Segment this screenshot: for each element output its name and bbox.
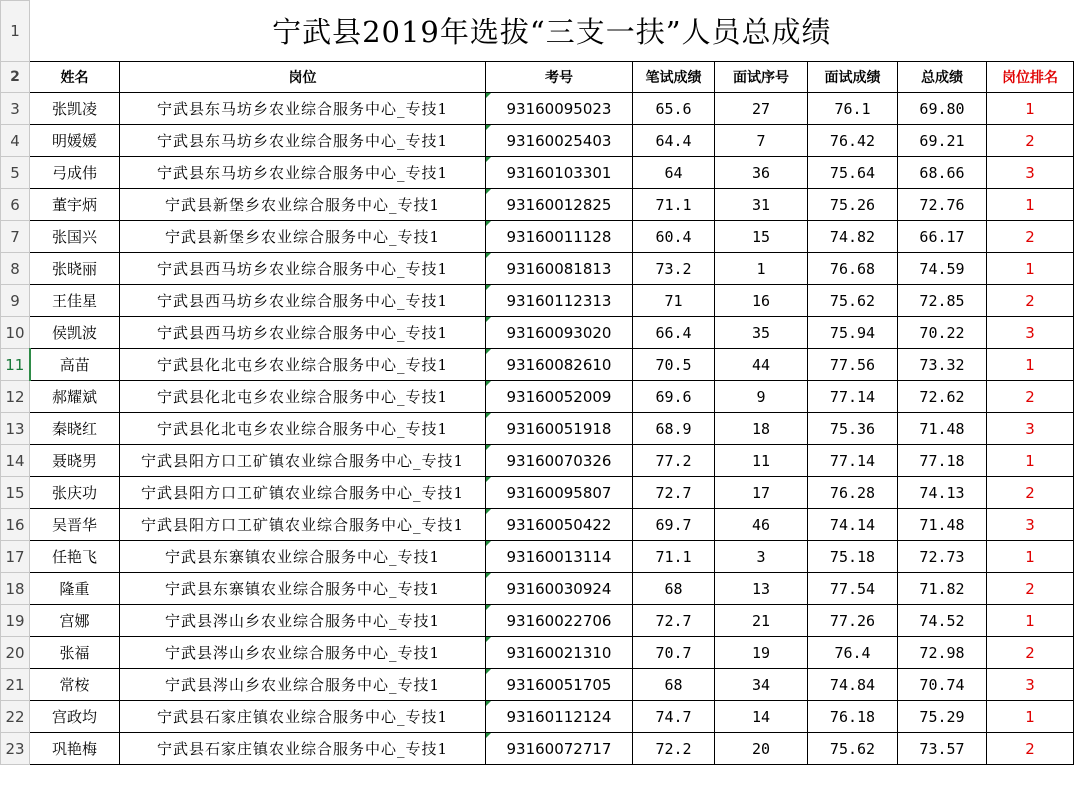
- cell-post[interactable]: 宁武县涔山乡农业综合服务中心_专技1: [120, 605, 486, 637]
- cell-interview-score[interactable]: 77.14: [808, 445, 898, 477]
- cell-post-rank[interactable]: 3: [987, 413, 1074, 445]
- cell-name[interactable]: 宫娜: [30, 605, 120, 637]
- row-number[interactable]: 8: [1, 253, 30, 285]
- cell-total-score[interactable]: 72.85: [898, 285, 987, 317]
- cell-post-rank[interactable]: 1: [987, 253, 1074, 285]
- cell-post[interactable]: 宁武县阳方口工矿镇农业综合服务中心_专技1: [120, 477, 486, 509]
- cell-name[interactable]: 张福: [30, 637, 120, 669]
- table-row: [1, 381, 1074, 413]
- cell-interview-order[interactable]: 11: [715, 445, 808, 477]
- cell-written-score[interactable]: 69.7: [633, 509, 715, 541]
- cell-name[interactable]: 巩艳梅: [30, 733, 120, 765]
- cell-written-score[interactable]: 65.6: [633, 93, 715, 125]
- row-number[interactable]: 22: [1, 701, 30, 733]
- cell-name[interactable]: 董宇炳: [30, 189, 120, 221]
- table-row: [1, 125, 1074, 157]
- cell-post[interactable]: 宁武县石家庄镇农业综合服务中心_专技1: [120, 701, 486, 733]
- table-row: [1, 349, 1074, 381]
- cell-post[interactable]: 宁武县阳方口工矿镇农业综合服务中心_专技1: [120, 445, 486, 477]
- cell-post[interactable]: 宁武县西马坊乡农业综合服务中心_专技1: [120, 253, 486, 285]
- cell-interview-score[interactable]: 76.28: [808, 477, 898, 509]
- cell-interview-score[interactable]: 76.68: [808, 253, 898, 285]
- header-post[interactable]: 岗位: [120, 62, 486, 93]
- header-written-score[interactable]: 笔试成绩: [633, 62, 715, 93]
- cell-exam-id[interactable]: 93160052009: [486, 381, 633, 413]
- cell-total-score[interactable]: 72.98: [898, 637, 987, 669]
- row-number[interactable]: 5: [1, 157, 30, 189]
- cell-written-score[interactable]: 72.7: [633, 605, 715, 637]
- row-number[interactable]: 1: [1, 1, 30, 62]
- cell-post[interactable]: 宁武县化北屯乡农业综合服务中心_专技1: [120, 349, 486, 381]
- cell-interview-order[interactable]: 31: [715, 189, 808, 221]
- cell-interview-score[interactable]: 77.54: [808, 573, 898, 605]
- cell-post[interactable]: 宁武县东马坊乡农业综合服务中心_专技1: [120, 157, 486, 189]
- cell-interview-order[interactable]: 13: [715, 573, 808, 605]
- cell-total-score[interactable]: 71.48: [898, 413, 987, 445]
- header-interview-order[interactable]: 面试序号: [715, 62, 808, 93]
- cell-exam-id[interactable]: 93160013114: [486, 541, 633, 573]
- cell-post-rank[interactable]: 1: [987, 349, 1074, 381]
- cell-post-rank[interactable]: 3: [987, 509, 1074, 541]
- cell-interview-order[interactable]: 35: [715, 317, 808, 349]
- cell-interview-score[interactable]: 75.94: [808, 317, 898, 349]
- cell-written-score[interactable]: 64.4: [633, 125, 715, 157]
- cell-post-rank[interactable]: 1: [987, 189, 1074, 221]
- cell-written-score[interactable]: 70.7: [633, 637, 715, 669]
- cell-written-score[interactable]: 68.9: [633, 413, 715, 445]
- cell-post-rank[interactable]: 2: [987, 637, 1074, 669]
- table-row: [1, 157, 1074, 189]
- cell-post[interactable]: 宁武县涔山乡农业综合服务中心_专技1: [120, 637, 486, 669]
- cell-name[interactable]: 任艳飞: [30, 541, 120, 573]
- table-row: [1, 253, 1074, 285]
- cell-interview-score[interactable]: 75.62: [808, 285, 898, 317]
- cell-exam-id[interactable]: 93160072717: [486, 733, 633, 765]
- row-number[interactable]: 19: [1, 605, 30, 637]
- cell-post[interactable]: 宁武县新堡乡农业综合服务中心_专技1: [120, 221, 486, 253]
- cell-written-score[interactable]: 71.1: [633, 189, 715, 221]
- cell-interview-score[interactable]: 75.62: [808, 733, 898, 765]
- cell-name[interactable]: 侯凯波: [30, 317, 120, 349]
- cell-exam-id[interactable]: 93160070326: [486, 445, 633, 477]
- title-row: [1, 1, 1074, 62]
- cell-exam-id[interactable]: 93160081813: [486, 253, 633, 285]
- cell-interview-order[interactable]: 19: [715, 637, 808, 669]
- cell-post-rank[interactable]: 3: [987, 317, 1074, 349]
- row-number[interactable]: 14: [1, 445, 30, 477]
- cell-total-score[interactable]: 72.76: [898, 189, 987, 221]
- cell-total-score[interactable]: 75.29: [898, 701, 987, 733]
- cell-interview-order[interactable]: 7: [715, 125, 808, 157]
- cell-interview-score[interactable]: 74.84: [808, 669, 898, 701]
- cell-written-score[interactable]: 72.2: [633, 733, 715, 765]
- cell-exam-id[interactable]: 93160051705: [486, 669, 633, 701]
- header-row: [1, 62, 1074, 93]
- cell-written-score[interactable]: 69.6: [633, 381, 715, 413]
- table-row: [1, 413, 1074, 445]
- cell-total-score[interactable]: 72.73: [898, 541, 987, 573]
- cell-written-score[interactable]: 73.2: [633, 253, 715, 285]
- row-number[interactable]: 12: [1, 381, 30, 413]
- cell-exam-id[interactable]: 93160112124: [486, 701, 633, 733]
- cell-name[interactable]: 张庆功: [30, 477, 120, 509]
- cell-exam-id[interactable]: 93160095807: [486, 477, 633, 509]
- cell-interview-order[interactable]: 15: [715, 221, 808, 253]
- cell-total-score[interactable]: 74.59: [898, 253, 987, 285]
- cell-name[interactable]: 宫政均: [30, 701, 120, 733]
- table-row: [1, 669, 1074, 701]
- cell-interview-score[interactable]: 76.1: [808, 93, 898, 125]
- cell-interview-score[interactable]: 77.56: [808, 349, 898, 381]
- table-row: [1, 541, 1074, 573]
- cell-written-score[interactable]: 71.1: [633, 541, 715, 573]
- cell-interview-score[interactable]: 75.64: [808, 157, 898, 189]
- table-row: [1, 605, 1074, 637]
- cell-name[interactable]: 张国兴: [30, 221, 120, 253]
- row-number[interactable]: 18: [1, 573, 30, 605]
- cell-interview-order[interactable]: 21: [715, 605, 808, 637]
- header-exam-id[interactable]: 考号: [486, 62, 633, 93]
- cell-name[interactable]: 明媛媛: [30, 125, 120, 157]
- cell-interview-order[interactable]: 36: [715, 157, 808, 189]
- cell-interview-order[interactable]: 44: [715, 349, 808, 381]
- cell-post-rank[interactable]: 2: [987, 221, 1074, 253]
- cell-interview-order[interactable]: 14: [715, 701, 808, 733]
- cell-interview-score[interactable]: 77.14: [808, 381, 898, 413]
- cell-interview-order[interactable]: 46: [715, 509, 808, 541]
- cell-post[interactable]: 宁武县化北屯乡农业综合服务中心_专技1: [120, 381, 486, 413]
- cell-exam-id[interactable]: 93160025403: [486, 125, 633, 157]
- cell-name[interactable]: 隆重: [30, 573, 120, 605]
- cell-exam-id[interactable]: 93160022706: [486, 605, 633, 637]
- cell-total-score[interactable]: 69.80: [898, 93, 987, 125]
- header-name[interactable]: 姓名: [30, 62, 120, 93]
- sheet-title[interactable]: 宁武县2019年选拔“三支一扶”人员总成绩: [30, 1, 1074, 62]
- row-number[interactable]: 13: [1, 413, 30, 445]
- row-number[interactable]: 20: [1, 637, 30, 669]
- row-number[interactable]: 10: [1, 317, 30, 349]
- cell-post-rank[interactable]: 2: [987, 381, 1074, 413]
- cell-post[interactable]: 宁武县阳方口工矿镇农业综合服务中心_专技1: [120, 509, 486, 541]
- cell-post-rank[interactable]: 2: [987, 477, 1074, 509]
- table-row: [1, 93, 1074, 125]
- cell-exam-id[interactable]: 93160051918: [486, 413, 633, 445]
- cell-post-rank[interactable]: 2: [987, 733, 1074, 765]
- cell-post[interactable]: 宁武县东马坊乡农业综合服务中心_专技1: [120, 93, 486, 125]
- cell-interview-order[interactable]: 3: [715, 541, 808, 573]
- row-number[interactable]: 6: [1, 189, 30, 221]
- cell-post[interactable]: 宁武县化北屯乡农业综合服务中心_专技1: [120, 413, 486, 445]
- cell-name[interactable]: 张凯凌: [30, 93, 120, 125]
- row-number[interactable]: 23: [1, 733, 30, 765]
- cell-total-score[interactable]: 73.32: [898, 349, 987, 381]
- row-number[interactable]: 15: [1, 477, 30, 509]
- cell-exam-id[interactable]: 93160011128: [486, 221, 633, 253]
- row-number[interactable]: 2: [1, 62, 30, 93]
- table-row: [1, 445, 1074, 477]
- cell-post[interactable]: 宁武县东寨镇农业综合服务中心_专技1: [120, 573, 486, 605]
- cell-total-score[interactable]: 73.57: [898, 733, 987, 765]
- row-number[interactable]: 11: [1, 349, 30, 381]
- cell-interview-order[interactable]: 34: [715, 669, 808, 701]
- cell-interview-score[interactable]: 76.4: [808, 637, 898, 669]
- cell-post[interactable]: 宁武县新堡乡农业综合服务中心_专技1: [120, 189, 486, 221]
- cell-post[interactable]: 宁武县涔山乡农业综合服务中心_专技1: [120, 669, 486, 701]
- cell-post-rank[interactable]: 2: [987, 125, 1074, 157]
- cell-name[interactable]: 常桉: [30, 669, 120, 701]
- cell-post-rank[interactable]: 1: [987, 541, 1074, 573]
- cell-total-score[interactable]: 68.66: [898, 157, 987, 189]
- cell-total-score[interactable]: 74.13: [898, 477, 987, 509]
- cell-exam-id[interactable]: 93160012825: [486, 189, 633, 221]
- row-number[interactable]: 16: [1, 509, 30, 541]
- cell-post[interactable]: 宁武县石家庄镇农业综合服务中心_专技1: [120, 733, 486, 765]
- table-row: [1, 509, 1074, 541]
- row-number[interactable]: 21: [1, 669, 30, 701]
- cell-exam-id[interactable]: 93160103301: [486, 157, 633, 189]
- cell-written-score[interactable]: 74.7: [633, 701, 715, 733]
- cell-post[interactable]: 宁武县东马坊乡农业综合服务中心_专技1: [120, 125, 486, 157]
- cell-interview-order[interactable]: 16: [715, 285, 808, 317]
- row-number[interactable]: 9: [1, 285, 30, 317]
- table-row: [1, 573, 1074, 605]
- row-number[interactable]: 7: [1, 221, 30, 253]
- cell-interview-score[interactable]: 74.14: [808, 509, 898, 541]
- cell-written-score[interactable]: 66.4: [633, 317, 715, 349]
- header-interview-score[interactable]: 面试成绩: [808, 62, 898, 93]
- row-number[interactable]: 3: [1, 93, 30, 125]
- row-number[interactable]: 17: [1, 541, 30, 573]
- cell-name[interactable]: 郝耀斌: [30, 381, 120, 413]
- cell-exam-id[interactable]: 93160095023: [486, 93, 633, 125]
- cell-written-score[interactable]: 68: [633, 573, 715, 605]
- cell-written-score[interactable]: 70.5: [633, 349, 715, 381]
- cell-total-score[interactable]: 71.82: [898, 573, 987, 605]
- cell-name[interactable]: 吴晋华: [30, 509, 120, 541]
- cell-written-score[interactable]: 68: [633, 669, 715, 701]
- cell-exam-id[interactable]: 93160082610: [486, 349, 633, 381]
- cell-post-rank[interactable]: 3: [987, 669, 1074, 701]
- cell-post-rank[interactable]: 1: [987, 445, 1074, 477]
- cell-total-score[interactable]: 77.18: [898, 445, 987, 477]
- cell-interview-score[interactable]: 76.18: [808, 701, 898, 733]
- cell-written-score[interactable]: 72.7: [633, 477, 715, 509]
- cell-name[interactable]: 张晓丽: [30, 253, 120, 285]
- cell-total-score[interactable]: 74.52: [898, 605, 987, 637]
- cell-post[interactable]: 宁武县东寨镇农业综合服务中心_专技1: [120, 541, 486, 573]
- table-row: [1, 637, 1074, 669]
- table-row: [1, 221, 1074, 253]
- cell-total-score[interactable]: 70.74: [898, 669, 987, 701]
- cell-total-score[interactable]: 71.48: [898, 509, 987, 541]
- table-row: [1, 317, 1074, 349]
- cell-post-rank[interactable]: 2: [987, 285, 1074, 317]
- header-total-score[interactable]: 总成绩: [898, 62, 987, 93]
- cell-written-score[interactable]: 64: [633, 157, 715, 189]
- cell-written-score[interactable]: 60.4: [633, 221, 715, 253]
- cell-interview-score[interactable]: 76.42: [808, 125, 898, 157]
- table-row: [1, 477, 1074, 509]
- cell-post-rank[interactable]: 2: [987, 573, 1074, 605]
- cell-interview-order[interactable]: 27: [715, 93, 808, 125]
- cell-post-rank[interactable]: 3: [987, 157, 1074, 189]
- cell-interview-score[interactable]: 75.36: [808, 413, 898, 445]
- cell-exam-id[interactable]: 93160112313: [486, 285, 633, 317]
- cell-interview-score[interactable]: 75.26: [808, 189, 898, 221]
- cell-interview-order[interactable]: 9: [715, 381, 808, 413]
- cell-interview-score[interactable]: 74.82: [808, 221, 898, 253]
- cell-interview-order[interactable]: 1: [715, 253, 808, 285]
- cell-post[interactable]: 宁武县西马坊乡农业综合服务中心_专技1: [120, 317, 486, 349]
- cell-name[interactable]: 王佳星: [30, 285, 120, 317]
- row-number[interactable]: 4: [1, 125, 30, 157]
- cell-interview-order[interactable]: 18: [715, 413, 808, 445]
- cell-interview-score[interactable]: 75.18: [808, 541, 898, 573]
- cell-post[interactable]: 宁武县西马坊乡农业综合服务中心_专技1: [120, 285, 486, 317]
- cell-exam-id[interactable]: 93160021310: [486, 637, 633, 669]
- cell-exam-id[interactable]: 93160030924: [486, 573, 633, 605]
- table-row: [1, 733, 1074, 765]
- cell-post-rank[interactable]: 1: [987, 701, 1074, 733]
- cell-exam-id[interactable]: 93160093020: [486, 317, 633, 349]
- cell-total-score[interactable]: 66.17: [898, 221, 987, 253]
- table-row: [1, 701, 1074, 733]
- cell-total-score[interactable]: 72.62: [898, 381, 987, 413]
- cell-written-score[interactable]: 77.2: [633, 445, 715, 477]
- cell-name[interactable]: 秦晓红: [30, 413, 120, 445]
- cell-interview-order[interactable]: 17: [715, 477, 808, 509]
- table-row: [1, 189, 1074, 221]
- table-row: [1, 285, 1074, 317]
- cell-exam-id[interactable]: 93160050422: [486, 509, 633, 541]
- cell-name[interactable]: 弓成伟: [30, 157, 120, 189]
- cell-post-rank[interactable]: 1: [987, 93, 1074, 125]
- cell-total-score[interactable]: 70.22: [898, 317, 987, 349]
- cell-total-score[interactable]: 69.21: [898, 125, 987, 157]
- cell-interview-order[interactable]: 20: [715, 733, 808, 765]
- cell-written-score[interactable]: 71: [633, 285, 715, 317]
- cell-name[interactable]: 聂晓男: [30, 445, 120, 477]
- cell-interview-score[interactable]: 77.26: [808, 605, 898, 637]
- header-post-rank[interactable]: 岗位排名: [987, 62, 1074, 93]
- cell-name[interactable]: 高苗: [30, 349, 120, 381]
- cell-post-rank[interactable]: 1: [987, 605, 1074, 637]
